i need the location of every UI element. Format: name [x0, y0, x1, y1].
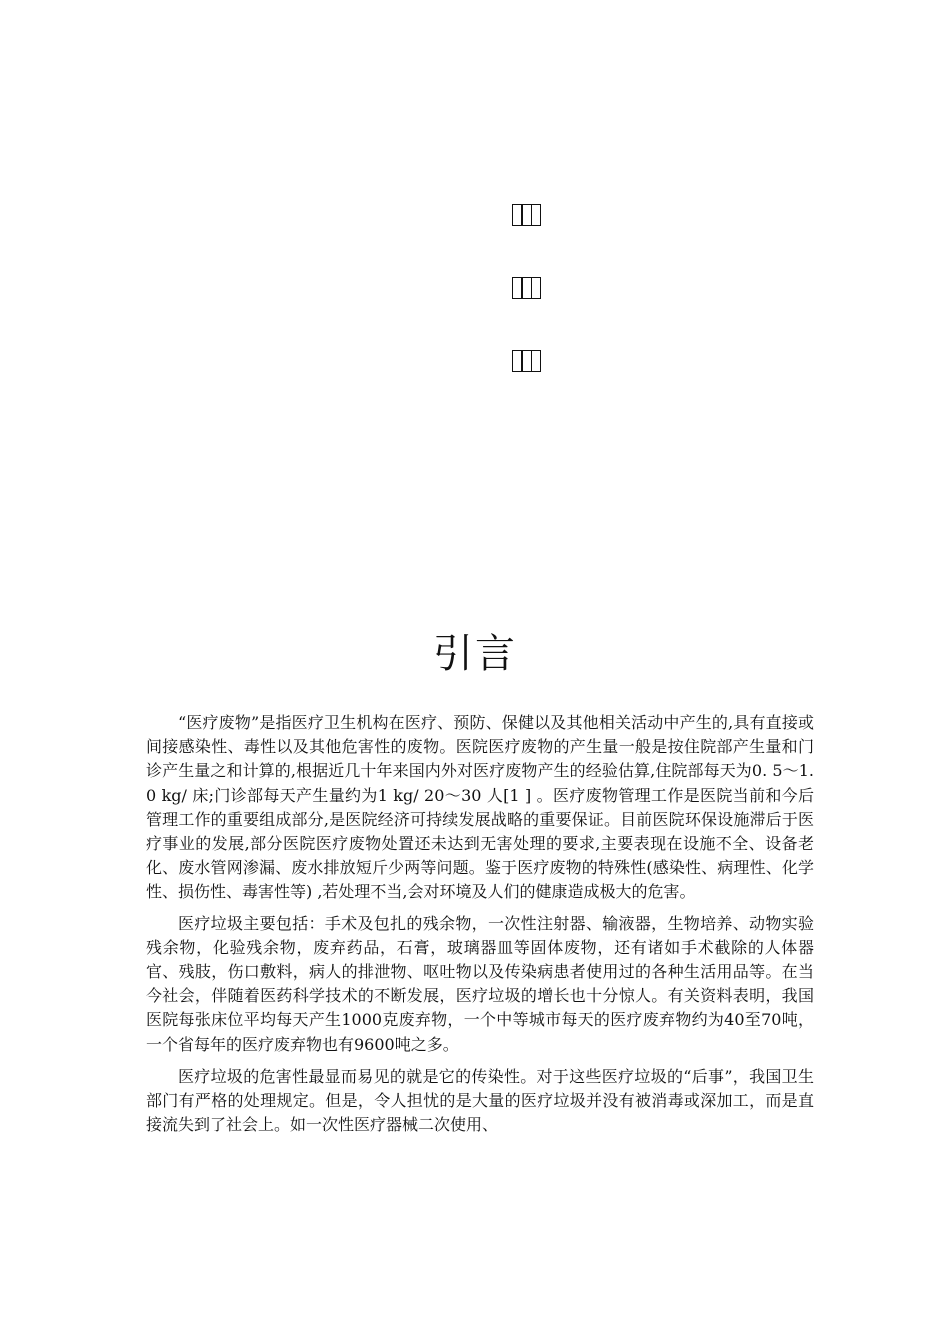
missing-glyph-icon	[512, 277, 540, 299]
paragraph: 医疗垃圾的危害性最显而易见的就是它的传染性。对于这些医疗垃圾的“后事”，我国卫生部门有严格的处理规定。但是，令人担忧的是大量的医疗垃圾并没有被消毒或深加工，而是直接流失到了社会上。如一次性医疗器械二次使用、	[146, 1066, 814, 1135]
paragraph: “医疗废物”是指医疗卫生机构在医疗、预防、保健以及其他相关活动中产生的,具有直接或间接感染性、毒性以及其他危害性的废物。医院医疗废物的产生量一般是按住院部产生量和门诊产生量之和计算的,根据近几十年来国内外对医疗废物产生的经验估算,住院部每天为0. 5～1. 0 kg/ 床;门诊部每天产生量约为1 kg/ 20～30 人[1 ] 。医疗废物管理工作是医院当前和今后管理工作的重要组成部分,是医院经济可持续发展战略的重要保证。目前医院环保设施滞后于医疗事业的发展,部分医院医疗废物处置还未达到无害处理的要求,主要表现在设施不全、设备老化、废水管网渗漏、废水排放短斤少两等问题。鉴于医疗废物的特殊性(感染性、病理性、化学性、损伤性、毒害性等) ,若处理不当,会对环境及人们的健康造成极大的危害。	[146, 713, 814, 902]
missing-glyph-icon	[512, 350, 540, 372]
missing-glyph-icon	[512, 204, 540, 226]
body-text	[146, 711, 814, 1137]
paragraph: 医疗垃圾主要包括：手术及包扎的残余物，一次性注射器、输液器，生物培养、动物实验残余物，化验残余物，废弃药品，石膏，玻璃器皿等固体废物，还有诸如手术截除的人体器官、残肢，伤口敷料，病人的排泄物、呕吐物以及传染病患者使用过的各种生活用品等。在当今社会，伴随着医药科学技术的不断发展，医疗垃圾的增长也十分惊人。有关资料表明，我国医院每张床位平均每天产生1000克废弃物，一个中等城市每天的医疗废弃物约为40至70吨，一个省每年的医疗废弃物也有9600吨之多。	[146, 913, 814, 1054]
section-heading: 引言	[433, 631, 517, 677]
